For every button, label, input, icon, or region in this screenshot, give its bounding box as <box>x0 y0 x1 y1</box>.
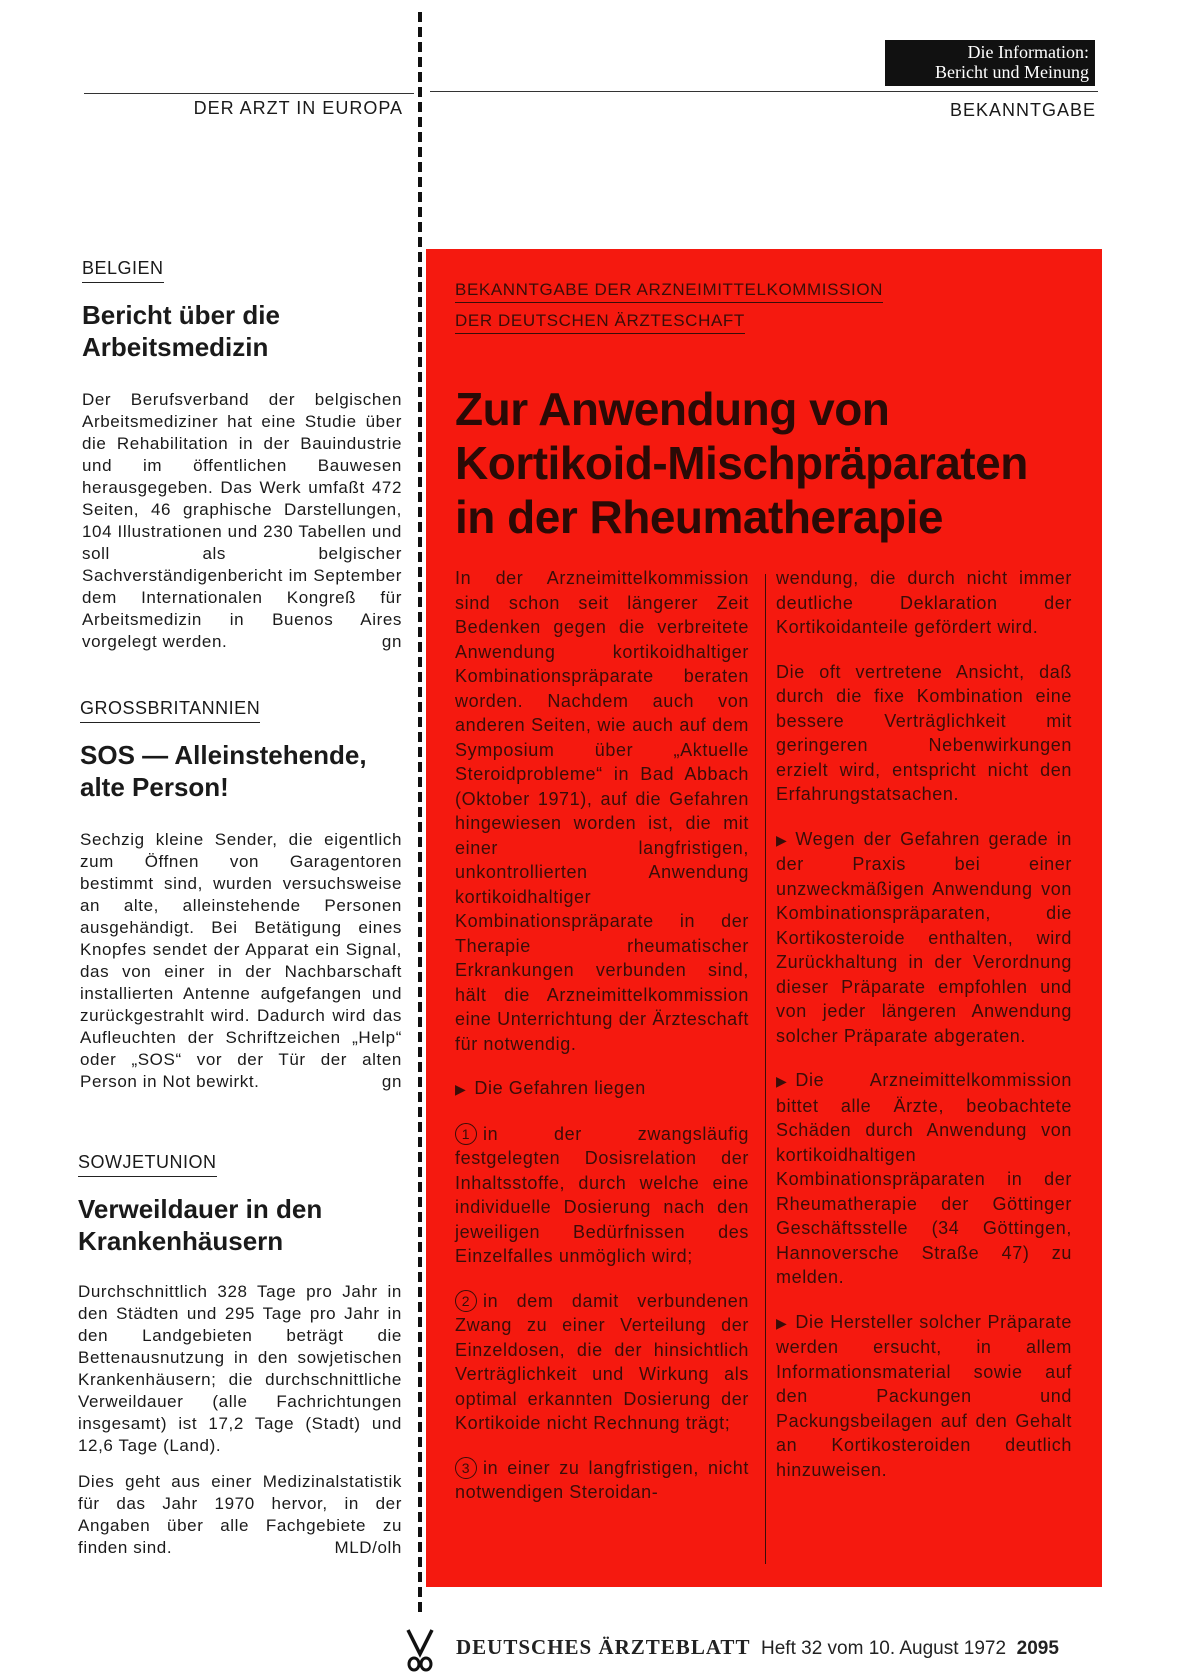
section-badge <box>885 40 1095 86</box>
author-signature: MLD/olh <box>334 1538 402 1557</box>
arrow-icon: ▶ <box>776 1314 788 1331</box>
arrow-icon: ▶ <box>776 1073 788 1089</box>
country-label: GROSSBRITANNIEN <box>80 698 260 723</box>
page-footer <box>456 1635 1059 1660</box>
kicker-line-2: DER DEUTSCHEN ÄRZTESCHAFT <box>455 311 745 334</box>
article-body <box>78 1281 402 1559</box>
article-body <box>80 829 402 1093</box>
cut-line-divider <box>418 12 422 1617</box>
paragraph-danger-1: in der zwangsläufig festgelegten Dosisrelation der Inhaltsstoffe, durch welche eine individuelle Dosierung nach den jeweiligen Bedürfnissen des Einzelfalles unmöglich wird; <box>455 1123 749 1266</box>
paragraph-danger-2: in dem damit verbundenen Zwang zu einer Verteilung der Einzeldosen, die der hinsichtlich Verträglichkeit und Wirkung als optimal erkannten Dosierung der Kortikoide nicht Rechnung trägt; <box>455 1290 749 1433</box>
country-label: BELGIEN <box>82 258 164 283</box>
author-signature: gn <box>381 632 402 651</box>
arrow-icon: ▶ <box>776 831 788 848</box>
header-section-right: BEKANNTGABE <box>949 100 1096 120</box>
title-line-1: Zur Anwendung von <box>455 383 890 435</box>
kicker-line-1: BEKANNTGABE DER ARZNEIMITTELKOMMISSION <box>455 280 883 303</box>
paragraph-intro: In der Arzneimittelkommission sind schon seit längerer Zeit Bedenken gegen die verbreitete Anwendung kortikoidhaltiger Kombinationspräparate beraten worden. Nachdem auch von anderen Seiten, wie auch auf dem Symposium über „Aktuelle Steroidprobleme“ in Bad Abbach (Oktober 1971), auf die Gefahren hingewiesen worden ist, die mit einer langfristigen, unkontrollierten Anwendung kortikoidhaltiger Kombinationspräparate in der Therapie rheumatischer Erkrankungen verbunden sind, hält die Arzneimittelkommission eine Unterrichtung der Ärzteschaft für notwendig. <box>455 568 749 1054</box>
article-text: Der Berufsverband der belgischen Arbeitsmediziner hat eine Studie über die Rehabilitation in der Bauindustrie und im öffentlichen Bauwesen herausgegeben. Das Werk umfaßt 472 Seiten, 46 graphische Darstellungen, 104 Illustrationen und 230 Tabellen und soll als belgischer Sachverständigenbericht im September dem Internationalen Kongreß für Arbeitsmedizin in Buenos Aires vorgelegt werden. <box>82 390 402 651</box>
column-divider <box>765 574 766 1564</box>
paragraph-reporting: Die Arzneimittelkommission bittet alle Ärzte, beobachtete Schäden durch Anwendung von kortikoidhaltigen Kombinationspräparaten in der Rheumatherapie der Göttinger Geschäftsstelle (34 Göttingen, Hannoversche Straße 47) zu melden. <box>776 1070 1072 1287</box>
announcement-title <box>455 382 1095 544</box>
badge-line-1: Die Information: <box>967 42 1089 62</box>
article-grossbritannien <box>80 698 402 1107</box>
announcement-column-2 <box>776 566 1072 1502</box>
article-title: SOS — Alleinstehende, alte Person! <box>80 740 367 802</box>
header-rule-left <box>84 93 414 94</box>
article-paragraph-2: Dies geht aus einer Medizinalstatistik für das Jahr 1970 hervor, in der Angaben über alle Fachgebiete zu finden sind. <box>78 1472 402 1557</box>
article-title: Verweildauer in den Krankenhäusern <box>78 1194 323 1256</box>
author-signature: gn <box>381 1072 402 1091</box>
country-label: SOWJETUNION <box>78 1152 217 1177</box>
magazine-name: DEUTSCHES ÄRZTEBLATT <box>456 1635 751 1659</box>
article-body <box>82 389 402 653</box>
number-3-icon: 3 <box>455 1457 477 1479</box>
badge-line-2: Bericht und Meinung <box>935 62 1089 82</box>
number-1-icon: 1 <box>455 1123 477 1145</box>
article-text: Sechzig kleine Sender, die eigentlich zum Öffnen von Garagentoren bestimmt sind, wurden versuchsweise an alte, alleinstehende Personen ausgehändigt. Bei Betätigung eines Knopfes sendet der Apparat ein Signal, das von einer in der Nachbarschaft installierten Antenne aufgefangen und zurückgestrahlt wird. Dadurch wird das Aufleuchten der Schriftzeichen „Help“ oder „SOS“ vor der Tür der alten Person in Not bewirkt. <box>80 830 402 1091</box>
paragraph-recommendation: Wegen der Gefahren gerade in der Praxis bei einer unzweckmäßigen Anwendung von Kombinationspräparaten, die Kortikosteroide enthalten, wird Zurückhaltung in der Verordnung dieser Präparate empfohlen und von jeder längeren Anwendung solcher Präparate abgeraten. <box>776 828 1072 1046</box>
article-paragraph-1: Durchschnittlich 328 Tage pro Jahr in den Städten und 295 Tage pro Jahr in den Landgebieten beträgt die Bettenausnutzung in den sowjetischen Krankenhäusern; die durchschnittliche Verweildauer (alle Fachrichtungen insgesamt) ist 17,2 Tage (Stadt) und 12,6 Tage (Land). <box>78 1282 402 1455</box>
article-sowjetunion <box>78 1152 402 1573</box>
announcement-kicker <box>455 280 1075 342</box>
paragraph-manufacturers: Die Hersteller solcher Präparate werden ersucht, in allem Informationsmaterial sowie auf den Packungen und Packungsbeilagen auf den Gehalt an Kortikosteroiden deutlich hinzuweisen. <box>776 1311 1072 1480</box>
title-line-2: Kortikoid-Mischpräparaten <box>455 437 1028 489</box>
scissors-icon <box>404 1628 436 1672</box>
title-line-3: in der Rheumatherapie <box>455 491 943 543</box>
arrow-icon: ▶ <box>455 1081 467 1097</box>
paragraph-opinion: Die oft vertretene Ansicht, daß durch die fixe Kombination eine bessere Verträglichkeit mit geringeren Nebenwirkungen erzielt wird, entspricht nicht den Erfahrungstatsachen. <box>776 661 1072 804</box>
article-belgien <box>82 258 402 667</box>
announcement-column-1 <box>455 566 749 1525</box>
page-number: 2095 <box>1016 1638 1059 1659</box>
paragraph-danger-3: in einer zu langfristigen, nicht notwendigen Steroidan- <box>455 1457 749 1502</box>
issue-info: Heft 32 vom 10. August 1972 <box>761 1638 1007 1659</box>
paragraph-dangers: Die Gefahren liegen <box>474 1078 646 1098</box>
article-title: Bericht über die Arbeitsmedizin <box>82 300 280 362</box>
number-2-icon: 2 <box>455 1290 477 1312</box>
header-section-left: DER ARZT IN EUROPA <box>193 98 403 118</box>
header-rule-right <box>430 91 1098 92</box>
paragraph-continuation: wendung, die durch nicht immer deutliche Deklaration der Kortikoidanteile gefördert wird. <box>776 568 1072 637</box>
